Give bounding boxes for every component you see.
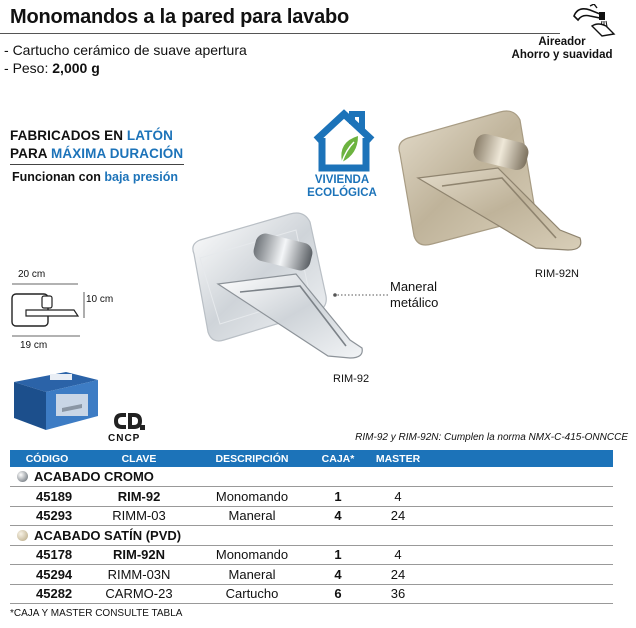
cell-code: 45189 xyxy=(10,487,84,507)
section-title: ACABADO SATÍN (PVD) xyxy=(34,527,182,543)
cell-clave: CARMO-23 xyxy=(84,584,194,604)
maneral-leader-line xyxy=(332,290,390,300)
chrome-faucet-image xyxy=(180,200,370,370)
aerator-caption: Aireador Ahorro y suavidad xyxy=(511,36,613,61)
max-durability-line: PARA MÁXIMA DURACIÓN xyxy=(10,146,184,161)
cell-description: Monomando xyxy=(194,487,310,507)
cncp-label: CNCP xyxy=(108,433,141,444)
cell-code: 45294 xyxy=(10,565,84,585)
title-divider xyxy=(0,33,560,34)
made-divider xyxy=(10,164,184,165)
header-description: DESCRIPCIÓN xyxy=(194,450,310,467)
dimension-width: 20 cm xyxy=(18,269,46,280)
cell-description: Maneral xyxy=(194,506,310,526)
table-row xyxy=(10,487,613,507)
page-title: Monomandos a la pared para lavabo xyxy=(10,6,350,28)
low-pressure-line: Funcionan con baja presión xyxy=(12,170,178,184)
norm-compliance-text: RIM-92 y RIM-92N: Cumplen la norma NMX-C-415-ONNCCE xyxy=(355,432,628,443)
cell-master: 4 xyxy=(366,545,430,565)
chrome-finish-swatch xyxy=(17,471,28,482)
cell-clave: RIMM-03 xyxy=(84,506,194,526)
aerator-faucet-icon xyxy=(570,4,620,38)
cell-description: Monomando xyxy=(194,545,310,565)
cell-code: 45293 xyxy=(10,506,84,526)
cell-master: 4 xyxy=(366,487,430,507)
table-header-row xyxy=(10,450,613,467)
satin-faucet-image xyxy=(388,104,588,264)
cell-box: 4 xyxy=(310,506,366,526)
section-chrome xyxy=(10,467,613,487)
eco-housing-label: VIVIENDA ECOLÓGICA xyxy=(307,174,377,199)
cell-box: 4 xyxy=(310,565,366,585)
cell-description: Maneral xyxy=(194,565,310,585)
table-row xyxy=(10,545,613,565)
header-spacer xyxy=(430,450,613,467)
satin-model-label: RIM-92N xyxy=(535,268,580,280)
cell-master: 36 xyxy=(366,584,430,604)
dimension-diagram xyxy=(8,282,98,346)
satin-finish-swatch xyxy=(17,530,28,541)
packaging-box-image xyxy=(10,368,100,434)
table-row xyxy=(10,506,613,526)
made-in-brass-line: FABRICADOS EN LATÓN xyxy=(10,128,173,143)
footnote: *CAJA Y MASTER CONSULTE TABLA xyxy=(10,608,183,619)
cell-code: 45282 xyxy=(10,584,84,604)
header-master: MASTER xyxy=(366,450,430,467)
cell-clave: RIMM-03N xyxy=(84,565,194,585)
cell-box: 1 xyxy=(310,487,366,507)
table-row xyxy=(10,584,613,604)
product-table xyxy=(10,450,613,604)
bullet-cartridge: - Cartucho cerámico de suave apertura xyxy=(4,42,247,58)
cell-box: 1 xyxy=(310,545,366,565)
table-row xyxy=(10,565,613,585)
dimension-height: 10 cm xyxy=(86,294,114,305)
bullet-weight: - Peso: 2,000 g xyxy=(4,60,100,76)
maneral-label: Maneral metálico xyxy=(390,279,439,310)
cell-master: 24 xyxy=(366,565,430,585)
cell-master: 24 xyxy=(366,506,430,526)
cell-clave: RIM-92 xyxy=(84,487,194,507)
cell-description: Cartucho xyxy=(194,584,310,604)
header-clave: CLAVE xyxy=(84,450,194,467)
cell-code: 45178 xyxy=(10,545,84,565)
cell-clave: RIM-92N xyxy=(84,545,194,565)
cncp-logo-icon xyxy=(112,411,146,433)
section-title: ACABADO CROMO xyxy=(34,469,154,484)
section-satin xyxy=(10,526,613,546)
cell-box: 6 xyxy=(310,584,366,604)
header-box: CAJA* xyxy=(310,450,366,467)
dimension-depth: 19 cm xyxy=(20,340,48,351)
eco-housing-icon xyxy=(308,106,380,174)
chrome-model-label: RIM-92 xyxy=(333,373,370,385)
header-code: CÓDIGO xyxy=(10,450,84,467)
